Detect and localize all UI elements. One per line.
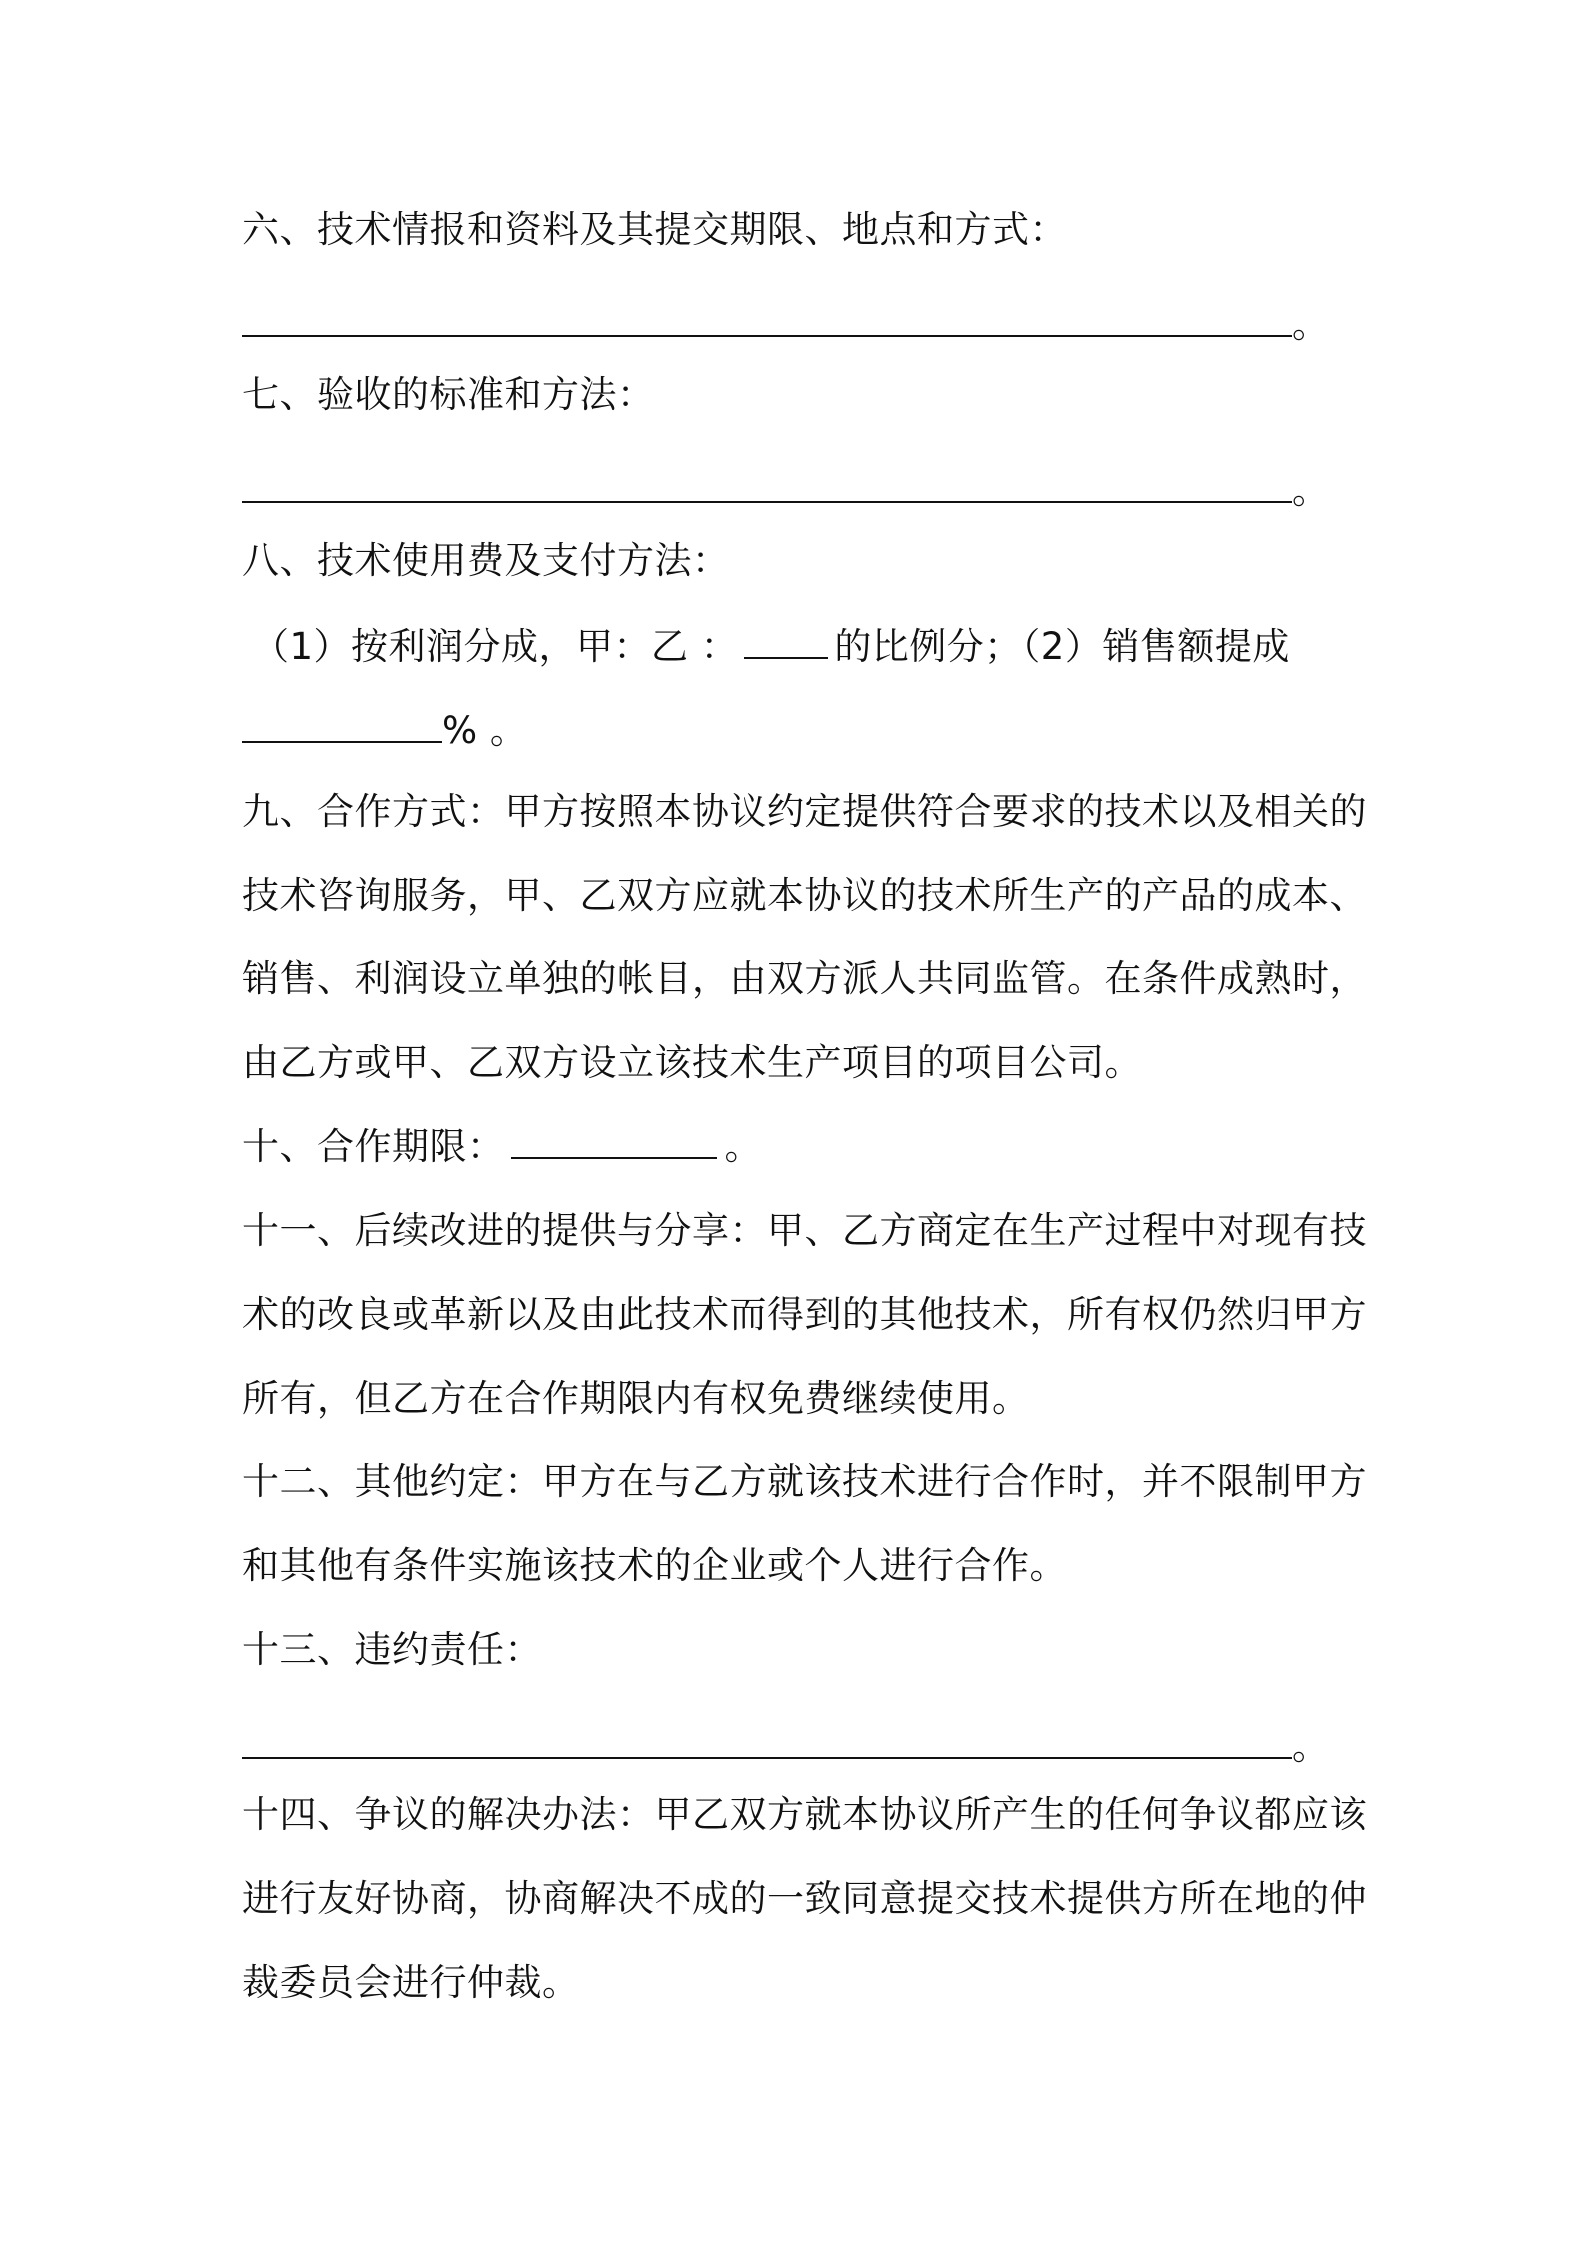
commission-percent-line: [242, 706, 1362, 756]
section-14-line-2: 进行友好协商，协商解决不成的一致同意提交技术提供方所在地的仲: [242, 1877, 1367, 1920]
section-9-line-2: 技术咨询服务，甲、乙双方应就本协议的技术所生产的产品的成本、: [242, 874, 1367, 917]
section-11-line-1: 十一、后续改进的提供与分享：甲、乙方商定在生产过程中对现有技: [242, 1209, 1367, 1252]
section-11-line-3: 所有，但乙方在合作期限内有权免费继续使用。: [242, 1377, 1030, 1420]
section-7-fill-line: [242, 466, 1362, 516]
section-10-line: [242, 1122, 1362, 1172]
period-mark: 。: [1292, 1725, 1330, 1768]
blank-field[interactable]: [242, 305, 1292, 337]
section-6-fill-line: [242, 300, 1362, 350]
sales-commission-text: 的比例分；（2）销售额提成: [834, 625, 1290, 668]
section-6-heading: 六、技术情报和资料及其提交期限、地点和方式：: [242, 208, 1067, 251]
percent-blank-field[interactable]: [242, 711, 442, 743]
payment-method-line: [252, 622, 1372, 672]
period-mark: 。: [1292, 303, 1330, 346]
percent-suffix: % 。: [442, 709, 528, 752]
section-12-line-2: 和其他有条件实施该技术的企业或个人进行合作。: [242, 1544, 1067, 1587]
blank-field[interactable]: [242, 1727, 1292, 1759]
period-mark: 。: [1292, 469, 1330, 512]
blank-field[interactable]: [242, 471, 1292, 503]
section-9-line-1: 九、合作方式：甲方按照本协议约定提供符合要求的技术以及相关的: [242, 790, 1367, 833]
section-13-heading: 十三、违约责任：: [242, 1628, 542, 1671]
section-9-line-4: 由乙方或甲、乙双方设立该技术生产项目的项目公司。: [242, 1041, 1142, 1084]
section-14-line-1: 十四、争议的解决办法：甲乙双方就本协议所产生的任何争议都应该: [242, 1793, 1367, 1836]
profit-share-text: （1）按利润分成，甲：乙 ：: [252, 625, 739, 668]
section-14-line-3: 裁委员会进行仲裁。: [242, 1961, 580, 2004]
ratio-blank-field[interactable]: [744, 627, 828, 659]
term-blank-field[interactable]: [511, 1127, 717, 1159]
section-12-line-1: 十二、其他约定：甲方在与乙方就该技术进行合作时，并不限制甲方: [242, 1460, 1367, 1503]
section-13-fill-line: [242, 1722, 1362, 1772]
section-9-line-3: 销售、利润设立单独的帐目，由双方派人共同监管。在条件成熟时，: [242, 957, 1367, 1000]
section-8-heading: 八、技术使用费及支付方法：: [242, 539, 730, 582]
section-11-line-2: 术的改良或革新以及由此技术而得到的其他技术，所有权仍然归甲方: [242, 1293, 1367, 1336]
section-7-heading: 七、验收的标准和方法：: [242, 373, 655, 416]
term-label: 十、合作期限：: [242, 1125, 505, 1168]
term-suffix: 。: [724, 1125, 762, 1168]
